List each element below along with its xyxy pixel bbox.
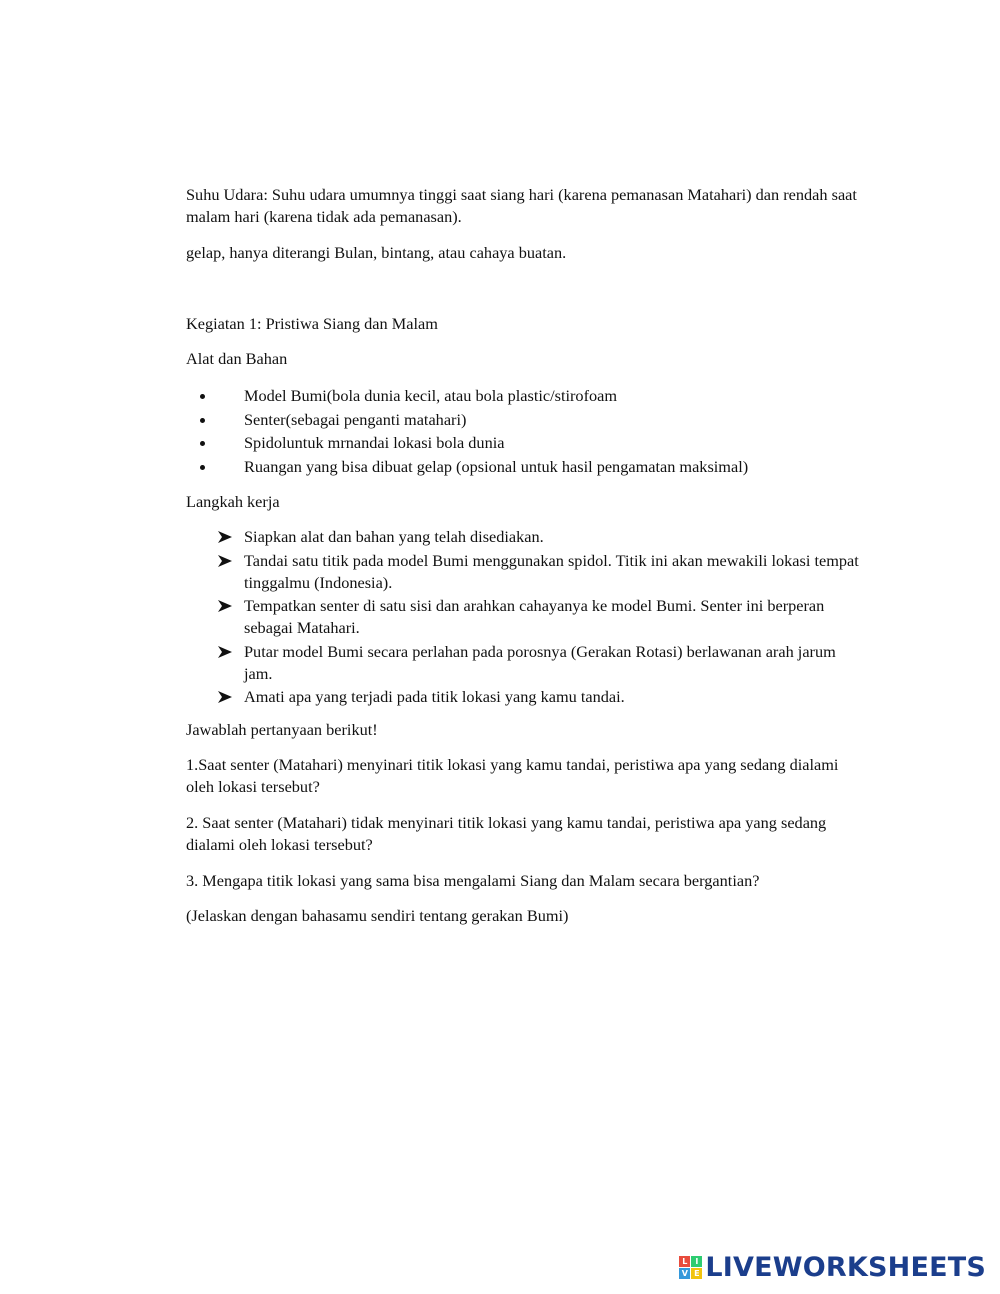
activity-title: Kegiatan 1: Pristiwa Siang dan Malam <box>186 314 438 333</box>
paragraph-suhu-udara: Suhu Udara: Suhu udara umumnya tinggi saat siang hari (karena pemanasan Matahari) dan rendah saat malam hari (karena tidak ada pemanasan). <box>186 185 857 226</box>
bullet-icon <box>200 394 205 399</box>
material-label: Model Bumi(bola dunia kecil, atau bola plastic/stirofoam <box>244 386 618 405</box>
list-item <box>186 595 866 639</box>
material-label: Ruangan yang bisa dibuat gelap (opsional untuk hasil pengamatan maksimal) <box>244 456 749 476</box>
questions-heading: Jawablah pertanyaan berikut! <box>186 720 378 739</box>
list-item <box>186 526 866 548</box>
list-item <box>186 641 866 685</box>
logo-mark-letter: L <box>679 1256 690 1267</box>
question-2: 2. Saat senter (Matahari) tidak menyinari titik lokasi yang kamu tandai, peristiwa apa yang sedang dialami oleh lokasi tersebut? <box>186 813 827 854</box>
steps-list <box>186 526 866 710</box>
step-label: Putar model Bumi secara perlahan pada porosnya (Gerakan Rotasi) berlawanan arah jarum jam. <box>244 641 836 683</box>
step-label: Tandai satu titik pada model Bumi menggunakan spidol. Titik ini akan mewakili lokasi tempat tinggalmu (Indonesia). <box>244 550 859 592</box>
materials-list <box>186 385 866 479</box>
step-label: Amati apa yang terjadi pada titik lokasi yang kamu tandai. <box>244 687 625 706</box>
list-item <box>186 550 866 594</box>
question-3: 3. Mengapa titik lokasi yang sama bisa mengalami Siang dan Malam secara bergantian? <box>186 871 760 890</box>
logo-mark-letter: V <box>679 1268 690 1279</box>
list-item <box>186 385 866 407</box>
material-label: Spidoluntuk mrnandai lokasi bola dunia <box>244 433 505 452</box>
liveworksheets-logo <box>679 1252 986 1282</box>
material-label: Senter(sebagai penganti matahari) <box>244 409 467 429</box>
materials-heading: Alat dan Bahan <box>186 349 288 368</box>
step-label: Siapkan alat dan bahan yang telah disediakan. <box>244 527 544 546</box>
list-item <box>186 686 866 708</box>
logo-text: LIVEWORKSHEETS <box>705 1251 986 1283</box>
logo-mark-letter: E <box>691 1268 702 1279</box>
instruction-note: (Jelaskan dengan bahasamu sendiri tentang gerakan Bumi) <box>186 906 569 925</box>
list-item <box>186 432 866 454</box>
paragraph-gelap: gelap, hanya diterangi Bulan, bintang, atau cahaya buatan. <box>186 243 567 262</box>
question-1: 1.Saat senter (Matahari) menyinari titik lokasi yang kamu tandai, peristiwa apa yang sedang dialami oleh lokasi tersebut? <box>186 755 839 796</box>
bullet-icon <box>200 418 205 423</box>
steps-heading: Langkah kerja <box>186 492 280 511</box>
list-item <box>186 456 866 478</box>
step-label: Tempatkan senter di satu sisi dan arahkan cahayanya ke model Bumi. Senter ini berperan sebagai Matahari. <box>244 596 825 637</box>
list-item <box>186 409 866 431</box>
logo-icon <box>679 1256 702 1279</box>
bullet-icon <box>200 441 205 446</box>
bullet-icon <box>200 465 205 470</box>
logo-mark-letter: I <box>691 1256 702 1267</box>
